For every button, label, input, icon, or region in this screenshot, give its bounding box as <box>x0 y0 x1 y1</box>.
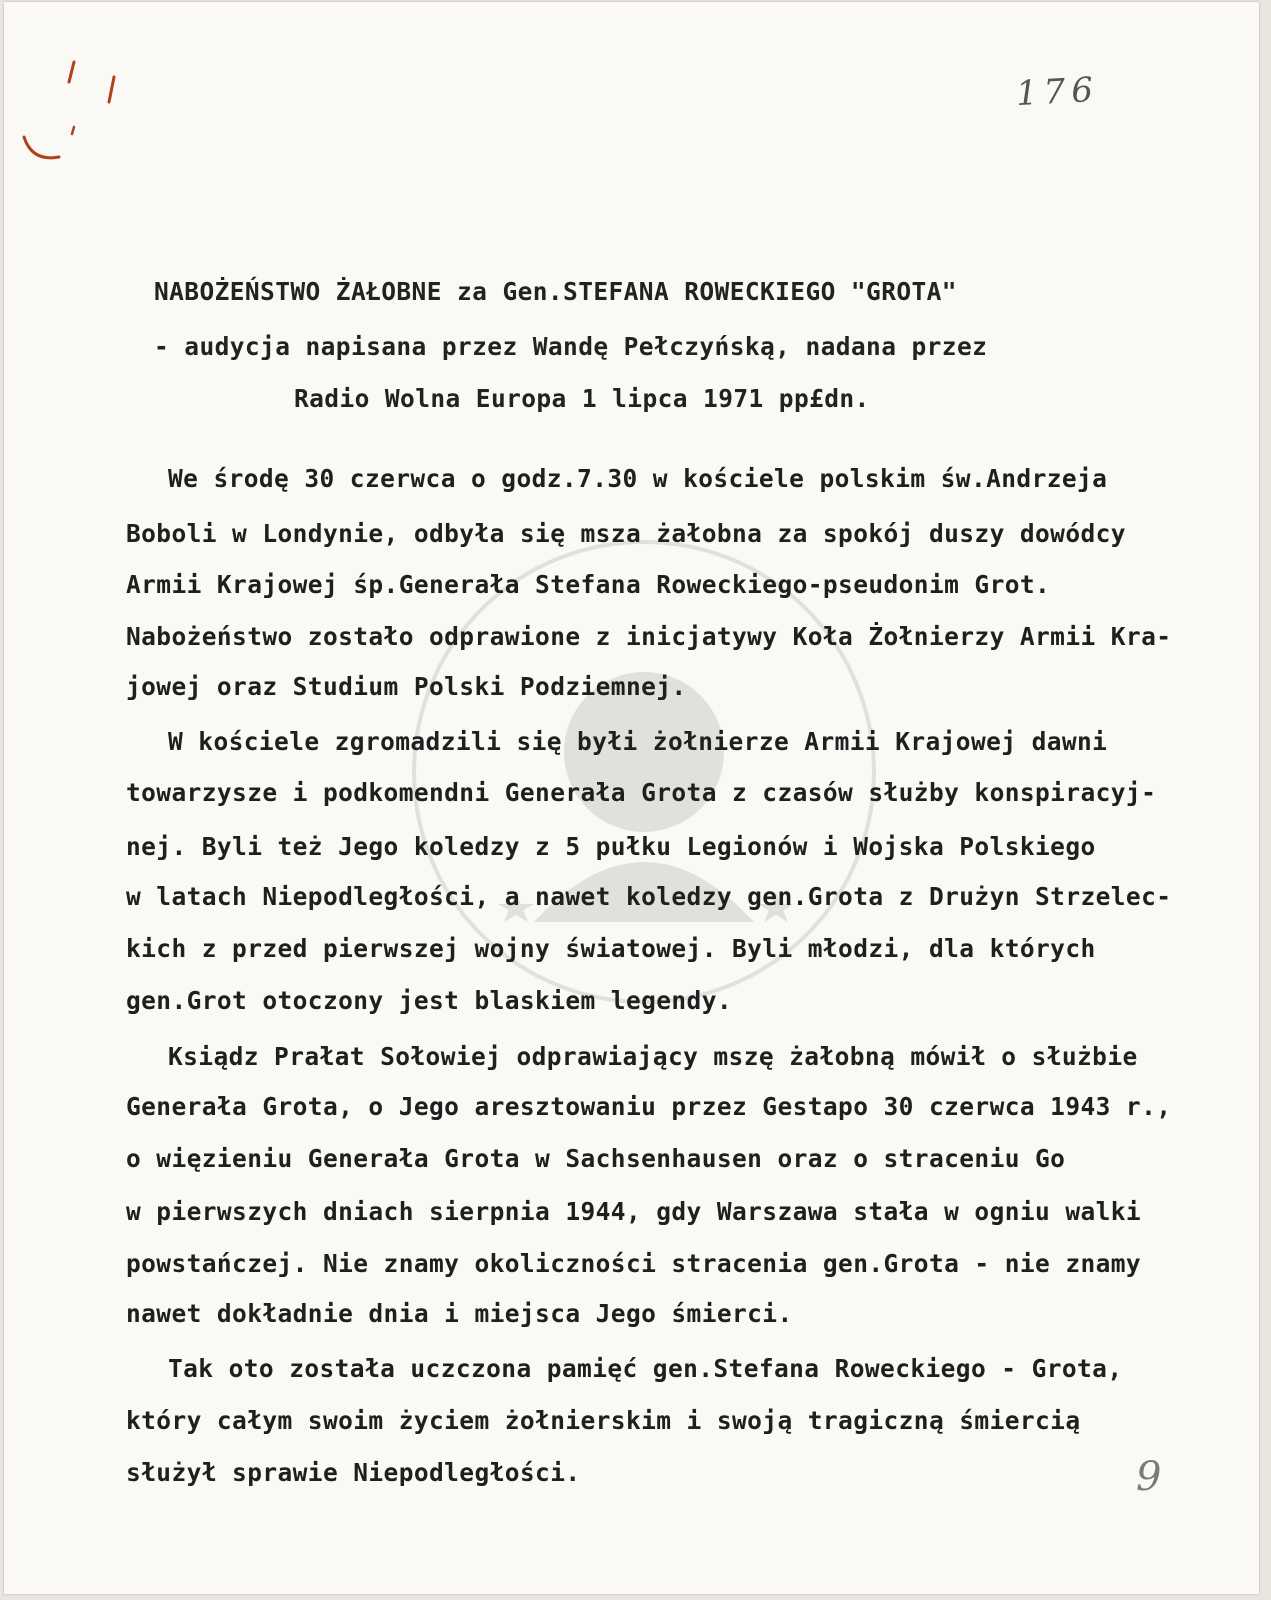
document-page <box>4 2 1259 1594</box>
paragraph-2-line: towarzysze i podkomendni Generała Grota z czasów służby konspiracyj- <box>126 778 1157 807</box>
paragraph-1-line: Nabożeństwo zostało odprawione z inicjatywy Koła Żołnierzy Armii Kra- <box>126 622 1172 651</box>
paragraph-2-line: nej. Byli też Jego koledzy z 5 pułku Legionów i Wojska Polskiego <box>126 832 1096 861</box>
paragraph-3-line: powstańczej. Nie znamy okoliczności stracenia gen.Grota - nie znamy <box>126 1249 1142 1278</box>
paragraph-3-line: nawet dokładnie dnia i miejsca Jego śmierci. <box>126 1299 793 1328</box>
paragraph-4-line: który całym swoim życiem żołnierskim i swoją tragiczną śmiercią <box>126 1406 1081 1435</box>
paragraph-3-line: Generała Grota, o Jego aresztowaniu przez Gestapo 30 czerwca 1943 r., <box>126 1092 1172 1121</box>
paragraph-1-line: We środę 30 czerwca o godz.7.30 w kościele polskim św.Andrzeja <box>168 464 1108 493</box>
handwritten-sheet-number: 9 <box>1136 1454 1162 1500</box>
paragraph-4-line: Tak oto została uczczona pamięć gen.Stefana Roweckiego - Grota, <box>168 1354 1123 1383</box>
paragraph-1-line: jowej oraz Studium Polski Podziemnej. <box>126 672 687 701</box>
margin-pencil-marks <box>14 42 124 172</box>
paragraph-2-line: w latach Niepodległości, a nawet koledzy gen.Grota z Drużyn Strzelec- <box>126 882 1172 911</box>
handwritten-page-number: 176 <box>1015 69 1100 115</box>
paragraph-1-line: Boboli w Londynie, odbyła się msza żałobna za spokój duszy dowódcy <box>126 519 1126 548</box>
heading-title: NABOŻEŃSTWO ŻAŁOBNE za Gen.STEFANA ROWECKIEGO "GROTA" <box>154 277 957 306</box>
paragraph-2-line: kich z przed pierwszej wojny światowej. Byli młodzi, dla których <box>126 934 1096 963</box>
heading-subtitle: - audycja napisana przez Wandę Pełczyńską, nadana przez <box>154 332 988 361</box>
paragraph-1-line: Armii Krajowej śp.Generała Stefana Roweckiego-pseudonim Grot. <box>126 570 1051 599</box>
heading-broadcast-info: Radio Wolna Europa 1 lipca 1971 pp£dn. <box>294 384 870 413</box>
paragraph-4-line: służył sprawie Niepodległości. <box>126 1458 581 1487</box>
paragraph-3-line: Ksiądz Prałat Sołowiej odprawiający mszę żałobną mówił o służbie <box>168 1042 1138 1071</box>
paragraph-3-line: o więzieniu Generała Grota w Sachsenhausen oraz o straceniu Go <box>126 1144 1066 1173</box>
paragraph-2-line: gen.Grot otoczony jest blaskiem legendy. <box>126 986 733 1015</box>
paragraph-3-line: w pierwszych dniach sierpnia 1944, gdy Warszawa stała w ogniu walki <box>126 1197 1142 1226</box>
paragraph-2-line: W kościele zgromadzili się byłi żołnierze Armii Krajowej dawni <box>168 727 1108 756</box>
